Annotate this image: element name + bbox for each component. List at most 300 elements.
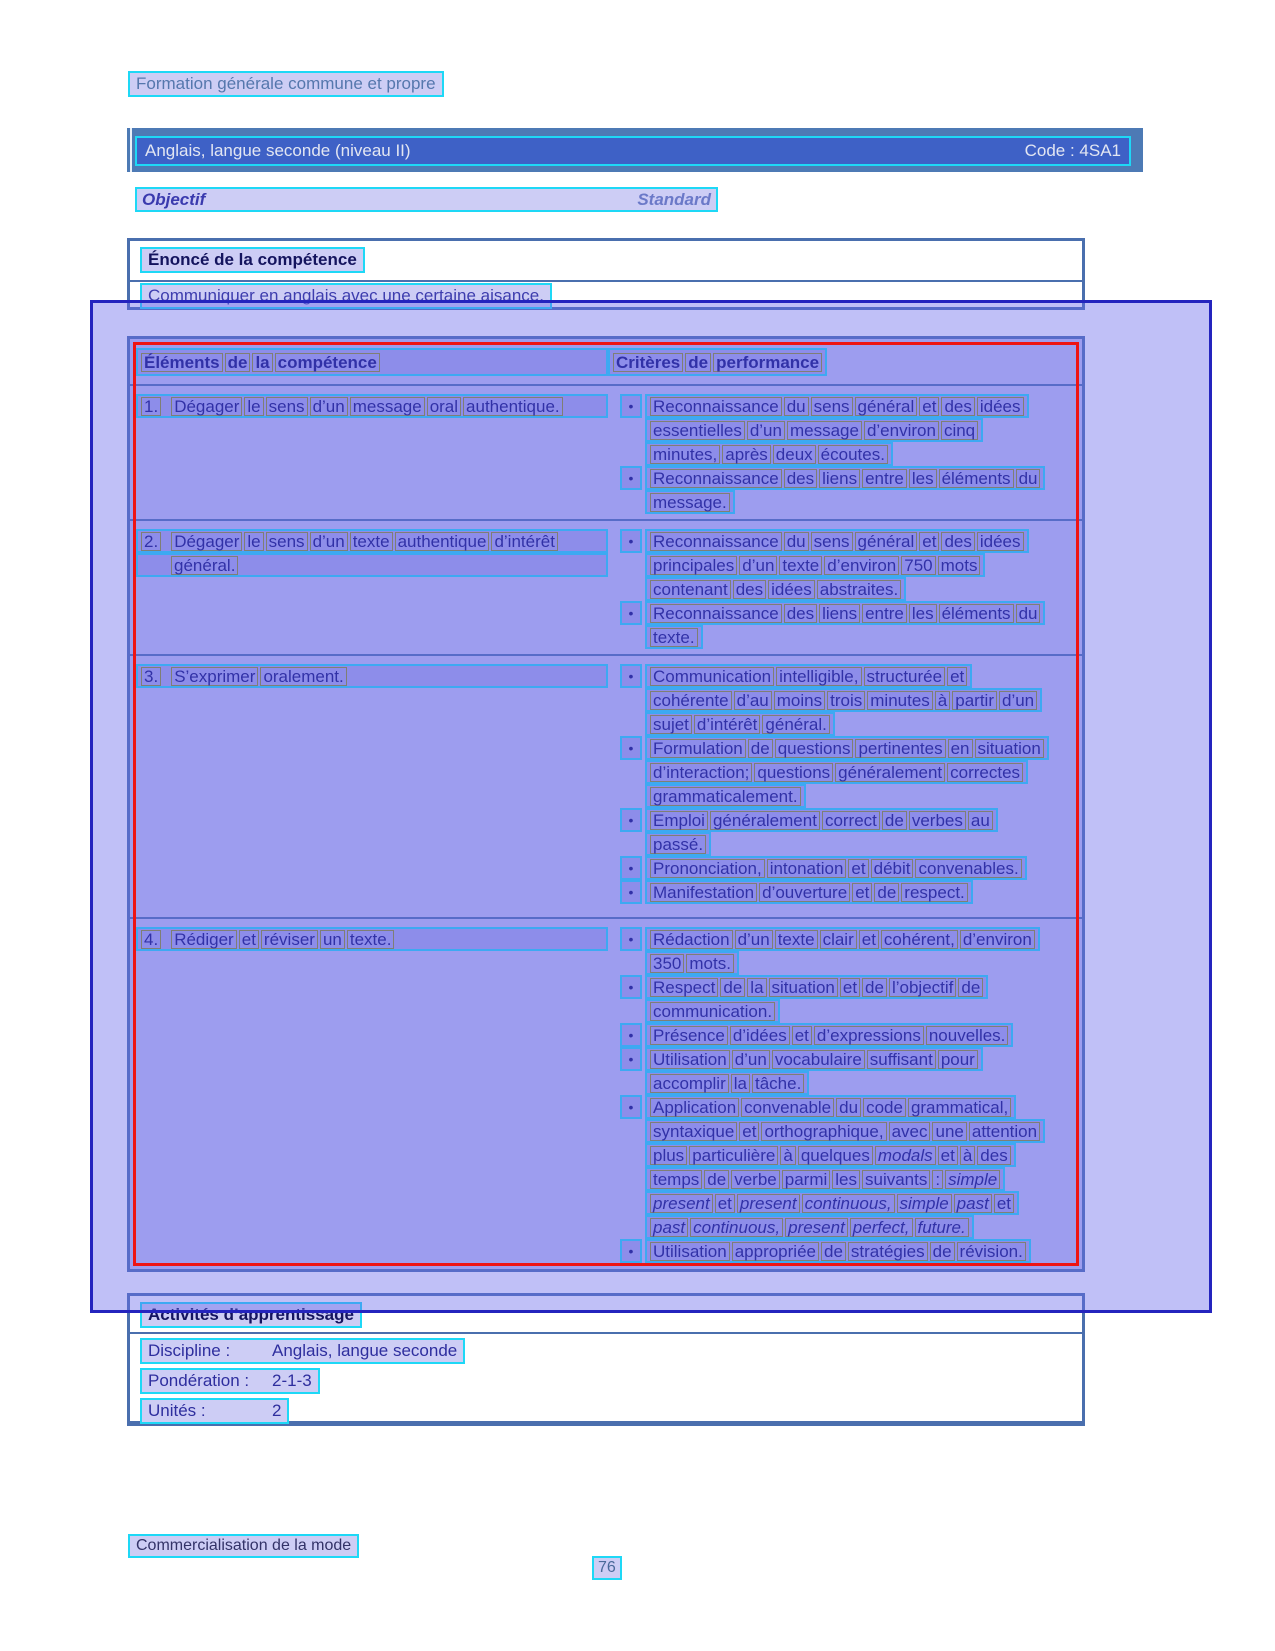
word-box: liens [819,604,860,623]
word-box: d’un [999,691,1037,710]
word-box: syntaxique [650,1122,737,1141]
bullet-icon: • [620,808,642,832]
word-box: grammatical, [908,1098,1011,1117]
field-value: 2 [272,1401,282,1420]
text-line-box [645,577,906,601]
word-box: éléments [939,604,1014,623]
word-box: des [941,532,974,551]
word-box: un [320,930,345,949]
criteria-line [620,975,1082,999]
word-box: compétence [275,353,380,372]
word-box: present [785,1218,848,1237]
word-box: d’un [310,532,348,551]
word-box: present [650,1194,713,1213]
word-box: d’intérêt [694,715,760,734]
word-box: Rédiger [171,930,237,949]
word-box: sens [266,532,308,551]
word-box: de [685,353,711,372]
word-box: convenables. [915,859,1021,878]
word-box: past [954,1194,992,1213]
word-box: grammaticalement. [650,787,801,806]
word-box: d’un [732,1050,770,1069]
field-value: Anglais, langue seconde [272,1341,458,1360]
word-box: et [840,978,860,997]
word-box: Critères [613,353,683,372]
word-box: général. [762,715,829,734]
criteria-line [645,577,1082,601]
word-box: vocabulaire [772,1050,865,1069]
word-box: modals [875,1146,936,1165]
text-line-box [645,1071,809,1095]
bullet-icon: • [620,1239,642,1263]
criteria-line [645,1191,1082,1215]
word-box: d’environ [864,421,939,440]
word-box: appropriée [732,1242,819,1261]
word-box: situation [769,978,838,997]
word-box: des [977,1146,1010,1165]
word-box: éléments [939,469,1014,488]
word-box: et [859,930,879,949]
word-box: à [935,691,950,710]
text-line-box [645,466,1045,490]
field-discipline [140,1338,1082,1364]
word-box: des [733,580,766,599]
word-box: écoutes. [818,445,888,464]
word-box: particulière [689,1146,778,1165]
word-box: message [350,397,425,416]
word-box: contenant [650,580,731,599]
word-box: et [715,1194,735,1213]
word-box: d’environ [824,556,899,575]
course-title-bar [127,128,1143,172]
field-unites [140,1398,1082,1424]
word-box: les [832,1170,860,1189]
word-box: d’intérêt [491,532,557,551]
word-box: d’idées [730,1026,790,1045]
word-box: et [852,883,872,902]
text-line-box [645,1239,1031,1263]
word-box: d’un [735,930,773,949]
word-box: Dégager [171,532,242,551]
word-box: la [252,353,272,372]
word-box: cohérente [650,691,732,710]
word-box: généralement [710,811,820,830]
enonce-heading-row [130,241,1082,282]
word-box: la [731,1074,750,1093]
word-box: Application [650,1098,739,1117]
word-box: et [739,1122,759,1141]
word-box: perfect, [850,1218,913,1237]
word-box: à [780,1146,795,1165]
criteria-line [645,712,1082,736]
title-bar-highlight [135,136,1131,166]
text-line-box [645,1167,1005,1191]
criteria-line [645,999,1082,1023]
field-value: 2-1-3 [272,1371,312,1390]
criteria-line [645,442,1082,466]
word-box: 350 [650,954,684,973]
word-box: du [1016,469,1041,488]
word-box: correct [822,811,880,830]
word-box: et [938,1146,958,1165]
text-line-box [645,975,988,999]
field-ponderation [140,1368,1082,1394]
word-box: de [958,978,983,997]
criteria-line [645,832,1082,856]
table-header-elements [136,348,608,376]
text-line-box [645,529,1029,553]
criteria-line [645,1119,1082,1143]
word-box: quelques [798,1146,873,1165]
page-number-wrap [592,1556,622,1580]
word-box: Manifestation [650,883,757,902]
criteria-line [620,880,1082,904]
criteria-line [620,808,1082,832]
field-unites-highlight [140,1398,289,1424]
word-box: révision. [957,1242,1026,1261]
bullet-icon: • [620,529,642,553]
text-line [136,394,608,418]
text-line-box [645,736,1049,760]
text-line-box [645,951,739,975]
elements-cell [136,529,608,649]
word-box: Formulation [650,739,746,758]
competence-table-rows [130,384,1082,1268]
word-box: Communication [650,667,774,686]
word-box: suffisant [867,1050,936,1069]
activites-heading-row [130,1296,1082,1334]
word-box: Reconnaissance [650,604,782,623]
word-box: et [994,1194,1014,1213]
criteria-line [620,856,1082,880]
word-box: 750 [901,556,935,575]
word-box: accomplir [650,1074,729,1093]
word-box: de [930,1242,955,1261]
word-box: future. [915,1218,969,1237]
word-box: communication. [650,1002,775,1021]
field-discipline-highlight [140,1338,465,1364]
word-box: de [704,1170,729,1189]
criteria-line [645,760,1082,784]
page-number: 76 [592,1556,622,1580]
word-box: 1. [141,397,161,416]
field-ponderation-highlight [140,1368,320,1394]
criteria-line [620,664,1082,688]
word-box: partir [952,691,997,710]
table-header-criteres [608,348,827,376]
text-line-box [645,1023,1013,1047]
column-headings [135,187,718,212]
word-box: pour [938,1050,978,1069]
word-box: attention [969,1122,1040,1141]
field-label: Pondération : [148,1371,250,1390]
text-line-box [645,856,1027,880]
criteria-line [645,625,1082,649]
text-line-box [645,712,835,736]
word-box: code [863,1098,906,1117]
word-box: d’expressions [814,1026,924,1045]
word-box: des [784,604,817,623]
table-header-row [130,339,1082,384]
text-line-box [645,664,972,688]
activites-box [127,1293,1085,1426]
word-box: idées [768,580,815,599]
word-box: réviser [261,930,318,949]
word-box: essentielles [650,421,745,440]
elements-cell [136,664,608,912]
bullet-icon: • [620,880,642,904]
word-box: de [225,353,251,372]
criteria-line [645,553,1082,577]
text-line [136,927,608,951]
text-line-box [645,394,1029,418]
word-box: à [960,1146,975,1165]
elements-cell [136,394,608,514]
bullet-icon: • [620,466,642,490]
word-box: Rédaction [650,930,733,949]
word-box: débit [871,859,914,878]
criteria-line [645,951,1082,975]
enonce-heading: Énoncé de la compétence [140,247,365,273]
word-box: abstraites. [817,580,901,599]
word-box: d’un [310,397,348,416]
word-box: structurée [864,667,946,686]
word-box: de [720,978,745,997]
enonce-statement: Communiquer en anglais avec une certaine aisance. [140,283,552,309]
word-box: texte [779,556,822,575]
word-box: minutes, [650,445,720,464]
footer-course-label: Commercialisation de la mode [128,1534,359,1558]
word-box: questions [775,739,854,758]
word-box: du [836,1098,861,1117]
word-box: et [239,930,259,949]
text-line-box [645,1095,1016,1119]
word-box: les [909,469,937,488]
word-box: la [747,978,766,997]
text-line-box [645,1119,1045,1143]
competence-table [127,336,1085,1272]
word-box: texte. [650,628,698,647]
word-box: de [882,811,907,830]
word-box: Reconnaissance [650,469,782,488]
word-box: des [784,469,817,488]
word-box: Emploi [650,811,708,830]
word-box: en [948,739,973,758]
text-line-box [645,808,998,832]
text-line-box [645,1215,974,1239]
word-box: de [821,1242,846,1261]
text-line-box [645,999,780,1023]
word-box: et [792,1026,812,1045]
bullet-icon: • [620,1023,642,1047]
word-box: Utilisation [650,1242,730,1261]
bullet-icon: • [620,927,642,951]
word-box: et [919,397,939,416]
word-box: des [941,397,974,416]
criteria-line [620,601,1082,625]
text-line-box [645,625,703,649]
bullet-icon: • [620,736,642,760]
word-box: généralement [835,763,945,782]
word-box: le [244,397,263,416]
title-bar-left-stripe [130,128,132,172]
section-label-highlight: Formation générale commune et propre [128,71,444,97]
table-header-criteres-cell [608,348,827,384]
criteria-line [620,466,1082,490]
bullet-icon: • [620,601,642,625]
page-header-label [128,71,444,97]
word-box: temps [650,1170,702,1189]
word-box: S’exprimer [171,667,258,686]
word-box: Éléments [141,353,223,372]
word-box: général [855,397,918,416]
criteres-cell [608,394,1082,514]
word-box: verbes [909,811,966,830]
word-box: entre [862,469,907,488]
word-box: authentique [395,532,490,551]
word-box: plus [650,1146,687,1165]
word-box: respect. [901,883,967,902]
bullet-icon: • [620,664,642,688]
word-box: du [784,397,809,416]
word-box: verbe [731,1170,780,1189]
word-box: message [787,421,862,440]
text-line-box [645,784,806,808]
text-line-box [645,880,973,904]
text-line-box [645,418,983,442]
bullet-icon: • [620,1095,642,1119]
word-box: entre [862,604,907,623]
word-box: oral [427,397,461,416]
word-box: idées [977,397,1024,416]
word-box: cohérent, [881,930,958,949]
word-box: orthographique, [761,1122,886,1141]
text-line [136,664,608,688]
field-label: Unités : [148,1401,206,1420]
word-box: deux [773,445,816,464]
text-line-box [645,688,1042,712]
word-box: du [784,532,809,551]
word-box: sujet [650,715,692,734]
word-box: idées [977,532,1024,551]
word-box: simple [897,1194,952,1213]
criteria-line [645,1143,1082,1167]
criteria-line [645,490,1082,514]
table-row [130,654,1082,917]
word-box: sens [811,532,853,551]
criteria-line [645,1215,1082,1239]
criteria-line [645,688,1082,712]
word-box: d’interaction; [650,763,752,782]
criteres-cell [608,664,1082,912]
criteria-line [620,736,1082,760]
word-box: sens [811,397,853,416]
word-box: Présence [650,1026,728,1045]
enonce-statement-row [130,282,1082,309]
word-box: intonation [767,859,847,878]
field-label: Discipline : [148,1341,231,1360]
word-box: au [968,811,993,830]
criteria-line [620,1095,1082,1119]
word-box: mots [938,556,981,575]
word-box: 4. [141,930,161,949]
word-box: passé. [650,835,706,854]
word-box: et [919,532,939,551]
word-box: minutes [867,691,933,710]
criteria-line [645,418,1082,442]
word-box: convenable [741,1098,834,1117]
elements-cell [136,927,608,1263]
criteria-line [620,1023,1082,1047]
text-line [136,529,608,553]
course-code: Code : 4SA1 [1024,141,1121,160]
word-box: trois [827,691,865,710]
word-box: général [855,532,918,551]
word-box: d’un [747,421,785,440]
word-box: principales [650,556,737,575]
table-header-elements-cell [136,348,608,384]
text-line-box [645,832,711,856]
word-box: clair [820,930,857,949]
word-box: de [862,978,887,997]
criteria-line [620,394,1082,418]
criteres-cell [608,927,1082,1263]
word-box: moins [774,691,825,710]
word-box: texte. [347,930,395,949]
word-box: simple [945,1170,1000,1189]
word-box: situation [975,739,1044,758]
criteria-line [620,529,1082,553]
word-box: cinq [941,421,978,440]
word-box: Respect [650,978,718,997]
word-box: present [737,1194,800,1213]
word-box: le [244,532,263,551]
criteria-line [620,1047,1082,1071]
word-box: mots. [686,954,734,973]
bullet-icon: • [620,1047,642,1071]
text-line-box [645,1191,1019,1215]
bullet-icon: • [620,856,642,880]
footer-course [128,1534,359,1558]
word-box: avec [889,1122,931,1141]
word-box: d’ouverture [759,883,850,902]
table-row [130,917,1082,1268]
criteria-line [645,1167,1082,1191]
table-row [130,519,1082,654]
word-box: texte [775,930,818,949]
word-box: liens [819,469,860,488]
activites-heading: Activités d’apprentissage [140,1302,362,1328]
word-box: Reconnaissance [650,397,782,416]
word-box: performance [713,353,822,372]
word-box: correctes [947,763,1023,782]
word-box: tâche. [752,1074,804,1093]
criteria-line [645,784,1082,808]
word-box: parmi [782,1170,831,1189]
word-box: Utilisation [650,1050,730,1069]
word-box: d’un [739,556,777,575]
criteria-line [645,1071,1082,1095]
word-box: après [722,445,771,464]
word-box: suivants [862,1170,930,1189]
word-box: authentique. [463,397,563,416]
text-line-box [645,490,735,514]
word-box: stratégies [848,1242,928,1261]
word-box: d’au [734,691,772,710]
word-box: et [947,667,967,686]
word-box: les [909,604,937,623]
word-box: Prononciation, [650,859,765,878]
